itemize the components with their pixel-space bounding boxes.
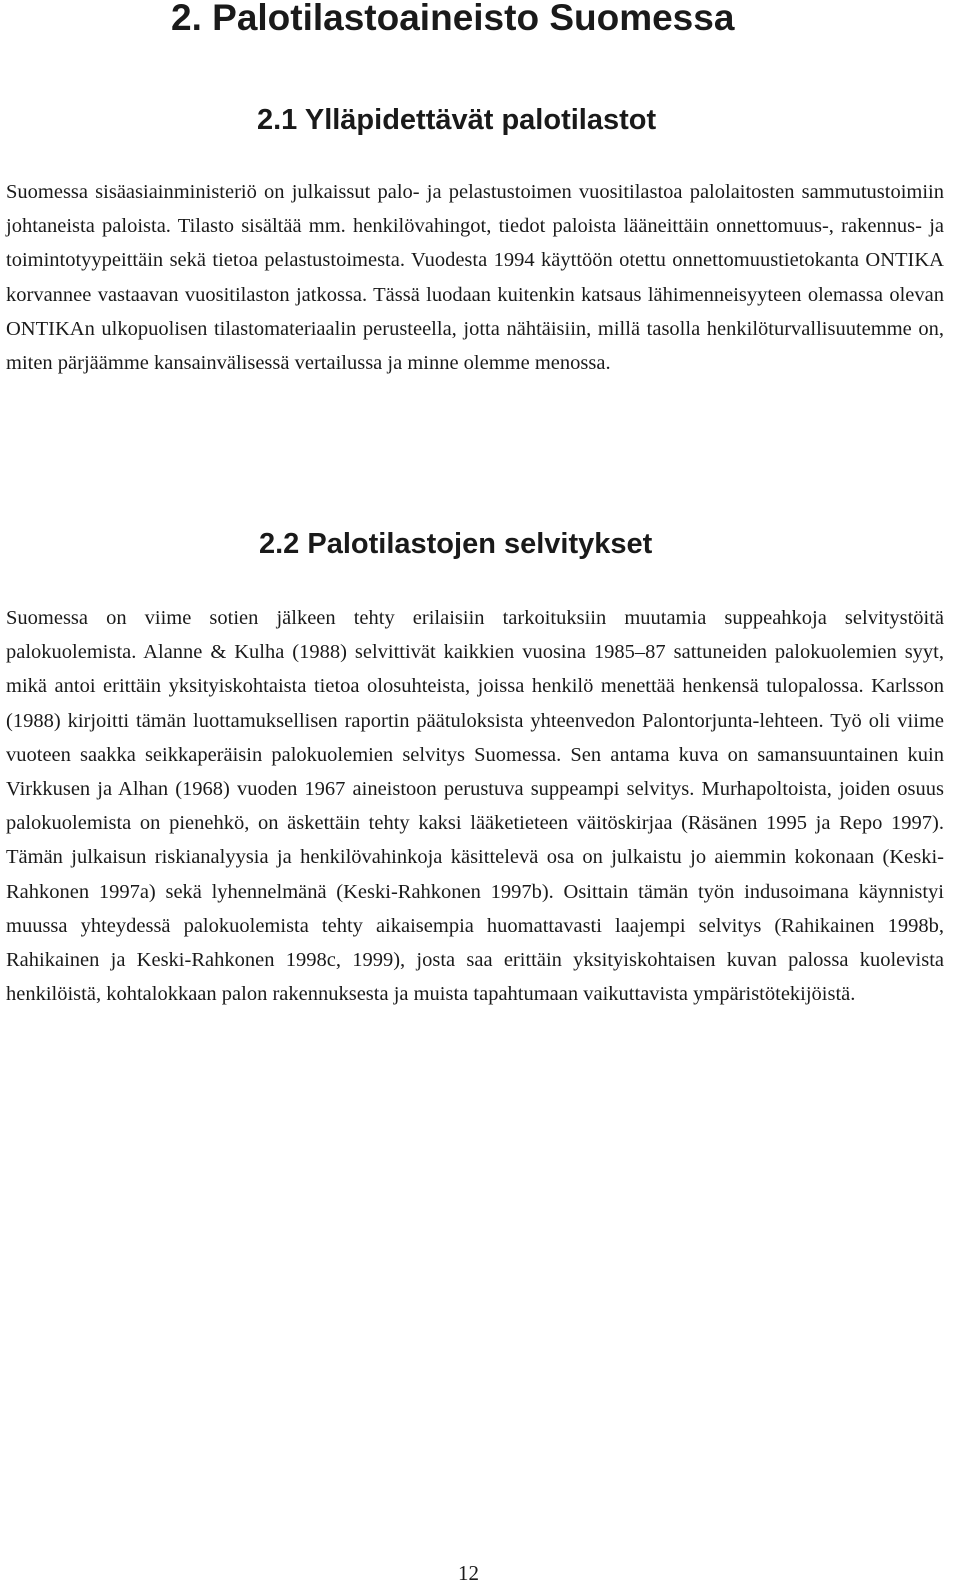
chapter-title: 2. Palotilastoaineisto Suomessa: [171, 0, 735, 38]
section-title-2-1: 2.1 Ylläpidettävät palotilastot: [257, 104, 657, 136]
section-paragraph-2-1: Suomessa sisäasiainministeriö on julkaissut palo- ja pelastustoimen vuositilastoa palolaitosten sammutustoimiin johtaneista paloista. Tilasto sisältää mm. henkilövahingot, tiedot paloista lääneittäin onnettomuus-, rakennus- ja toimintotyypeittäin sekä tietoa pelastustoimesta. Vuodesta 1994 käyttöön otettu onnettomuustietokanta ONTIKA korvannee vastaavan vuositilaston jatkossa. Tässä luodaan kuitenkin katsaus lähimenneisyyteen olemassa olevan ONTIKAn ulkopuolisen tilastomateriaalin perusteella, jotta nähtäisiin, millä tasolla henkilöturvallisuutemme on, miten pärjäämme kansainvälisessä vertailussa ja minne olemme menossa.: [6, 181, 944, 375]
section-paragraph-2-2: Suomessa on viime sotien jälkeen tehty erilaisiin tarkoituksiin muutamia suppeahkoja selvitystöitä palokuolemista. Alanne & Kulha (1988) selvittivät kaikkien vuosina 1985–87 sattuneiden palokuolemien syyt, mikä antoi erittäin yksityiskohtaista tietoa olosuhteista, joissa henkilö menettää henkensä tulopalossa. Karlsson (1988) kirjoitti tämän luottamuksellisen raportin päätuloksista yhteenvedon Palontorjunta-lehteen. Työ oli viime vuoteen saakka seikkaperäisin palokuolemien selvitys Suomessa. Sen antama kuva on samansuuntainen kuin Virkkusen ja Alhan (1968) vuoden 1967 aineistoon perustuva suppeampi selvitys. Murhapoltoista, joiden osuus palokuolemista on pienehkö, on äskettäin tehty kaksi lääketieteen väitöskirjaa (Räsänen 1995 ja Repo 1997). Tämän julkaisun riskianalyysia ja henkilövahinkoja käsittelevä osa on julkaistu jo aiemmin kokonaan (Keski-Rahkonen 1997a) sekä lyhennelmänä (Keski-Rahkonen 1997b). Osittain tämän työn indusoimana käynnistyi muussa yhteydessä palokuolemista tehty aikaisempia huomattavasti laajempi selvitys (Rahikainen 1998b, Rahikainen ja Keski-Rahkonen 1998c, 1999), josta saa erittäin yksityiskohtaisen kuvan palossa kuolevista henkilöistä, kohtalokkaan palon rakennuksesta ja muista tapahtumaan vaikuttavista ympäristötekijöistä.: [6, 607, 944, 1006]
section-title-2-2: 2.2 Palotilastojen selvitykset: [259, 528, 653, 560]
page-number: 12: [458, 1561, 479, 1585]
